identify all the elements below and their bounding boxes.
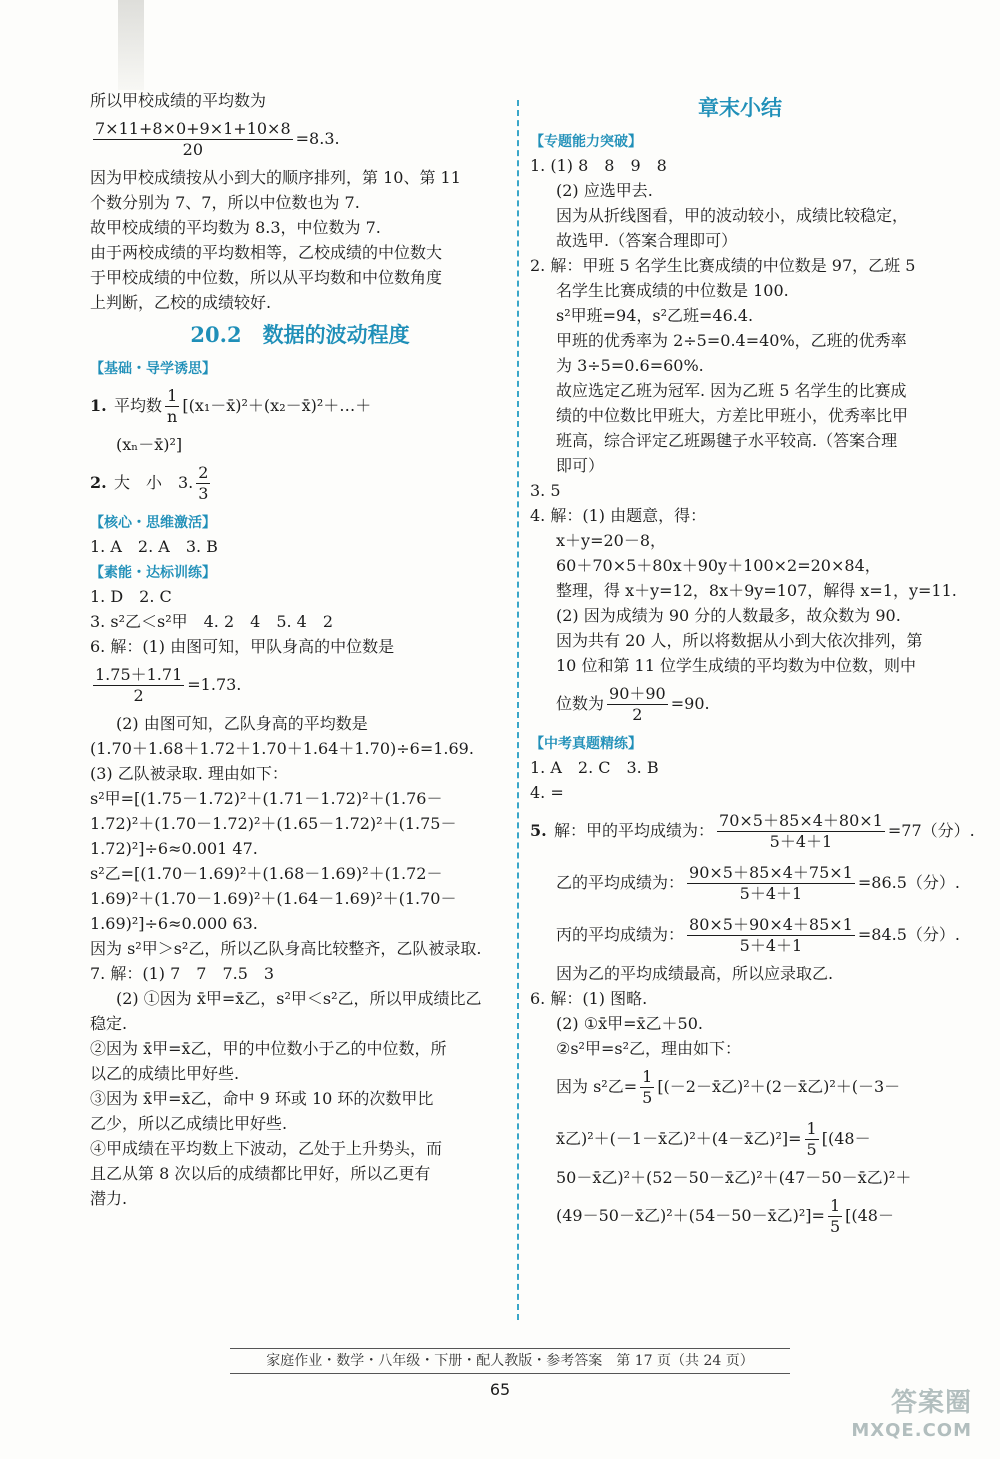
text-line: ④甲成绩在平均数上下波动，乙处于上升势头，而 bbox=[90, 1139, 443, 1158]
section-header: 【中考真题精练】 bbox=[530, 736, 642, 752]
line-text: [(48－ bbox=[845, 1206, 894, 1225]
text-line bbox=[530, 228, 950, 253]
line-text: =77（分）. bbox=[887, 821, 975, 840]
section-title: 20.2 数据的波动程度 bbox=[190, 322, 410, 347]
line-text: 因为 s²乙= bbox=[556, 1077, 638, 1096]
line-text: (2) 由图可知，乙队身高的平均数是 bbox=[116, 714, 368, 733]
text-line: 1. A 2. A 3. B bbox=[90, 537, 218, 556]
line-text: 即可） bbox=[556, 456, 605, 475]
fraction-denominator: 20 bbox=[182, 140, 203, 159]
fraction-denominator: 5 bbox=[829, 1217, 841, 1236]
text-line: 1.72)²＋(1.70－1.72)²＋(1.65－1.72)²＋(1.75－ bbox=[90, 814, 457, 833]
line-text: x̄乙)²＋(－1－x̄乙)²＋(4－x̄乙)²]= bbox=[556, 1129, 802, 1148]
text-line bbox=[530, 1113, 950, 1165]
text-line bbox=[530, 428, 950, 453]
section-header: 【素能・达标训练】 bbox=[90, 565, 216, 581]
line-text: (2) ①x̄甲=x̄乙＋50. bbox=[556, 1014, 703, 1033]
line-text: 因为从折线图看，甲的波动较小，成绩比较稳定， bbox=[556, 206, 909, 225]
text-line: 由于两校成绩的平均数相等，乙校成绩的中位数大 bbox=[90, 243, 443, 262]
text-line bbox=[90, 711, 510, 736]
text-line: 3. 5 bbox=[530, 481, 561, 500]
text-line bbox=[530, 1190, 950, 1242]
text-line: 1. D 2. C bbox=[90, 587, 172, 606]
fraction-numerator: 1 bbox=[829, 1196, 841, 1215]
question-number: 1. bbox=[90, 396, 107, 415]
text-line bbox=[530, 528, 950, 553]
watermark-logo bbox=[851, 1389, 972, 1445]
text-line: 3. s²乙＜s²甲 4. 2 4 5. 4 2 bbox=[90, 612, 334, 631]
section-header-line bbox=[530, 730, 950, 755]
line-text: 故选甲.（答案合理即可） bbox=[556, 231, 738, 250]
line-text: 60＋70×5＋80x＋90y＋100×2=20×84， bbox=[556, 556, 881, 575]
column-divider bbox=[517, 100, 519, 1320]
text-line: 4. = bbox=[530, 783, 564, 802]
text-line: 于甲校成绩的中位数，所以从平均数和中位数角度 bbox=[90, 268, 443, 287]
text-line: 故甲校成绩的平均数为 8.3，中位数为 7. bbox=[90, 218, 381, 237]
watermark-text: 答案圈 bbox=[890, 1388, 972, 1418]
line-text: x＋y=20－8， bbox=[556, 531, 667, 550]
line-text: 丙的平均成绩为： bbox=[556, 925, 685, 944]
text-line bbox=[530, 278, 950, 303]
line-text: 名学生比赛成绩的中位数是 100. bbox=[556, 281, 789, 300]
line-text: 整理，得 x＋y=12，8x＋9y=107，解得 x=1，y=11. bbox=[556, 581, 957, 600]
line-text: 平均数 bbox=[114, 396, 163, 415]
line-text: [(48－ bbox=[821, 1129, 871, 1148]
text-line bbox=[530, 1011, 950, 1036]
line-text: (49－50－x̄乙)²＋(54－50－x̄乙)²]= bbox=[556, 1206, 825, 1225]
text-line: 所以甲校成绩的平均数为 bbox=[90, 91, 267, 110]
fraction-denominator: 5 bbox=[806, 1140, 817, 1159]
text-line bbox=[530, 203, 950, 228]
fraction-numerator: 7×11+8×0+9×1+10×8 bbox=[95, 119, 291, 138]
text-line bbox=[530, 178, 950, 203]
line-text: 解：甲的平均成绩为： bbox=[554, 821, 715, 840]
line-text: 10 位和第 11 位学生成绩的平均数为中位数，则中 bbox=[556, 656, 916, 675]
line-text: =84.5（分）. bbox=[857, 925, 960, 944]
text-line: ②因为 x̄甲=x̄乙，甲的中位数小于乙的中位数，所 bbox=[90, 1039, 447, 1058]
section-header: 【基础・导学诱思】 bbox=[90, 361, 216, 377]
line-text: =90. bbox=[670, 694, 710, 713]
fraction-denominator: 2 bbox=[133, 686, 144, 705]
text-line: 2. 解：甲班 5 名学生比赛成绩的中位数是 97，乙班 5 bbox=[530, 256, 916, 275]
fraction bbox=[93, 665, 184, 706]
text-line: 因为甲校成绩按从小到大的顺序排列，第 10、第 11 bbox=[90, 168, 461, 187]
text-line bbox=[530, 353, 950, 378]
fraction bbox=[640, 1067, 654, 1108]
text-line bbox=[90, 986, 510, 1011]
section-header: 【核心・思维激活】 bbox=[90, 515, 216, 531]
line-text: =86.5（分）. bbox=[857, 873, 960, 892]
fraction bbox=[717, 811, 885, 852]
text-line: (3) 乙队被录取. 理由如下： bbox=[90, 764, 288, 783]
text-line bbox=[530, 805, 975, 857]
line-text: 绩的中位数比甲班大，方差比甲班小，优秀率比甲 bbox=[556, 406, 909, 425]
section-header-line bbox=[90, 559, 510, 584]
fraction bbox=[687, 915, 855, 956]
text-line bbox=[530, 961, 950, 986]
fraction bbox=[165, 386, 179, 427]
text-line bbox=[530, 378, 950, 403]
text-line bbox=[530, 578, 957, 603]
section-header-line bbox=[90, 509, 510, 534]
fraction-numerator: 90＋90 bbox=[609, 684, 666, 703]
fraction bbox=[93, 119, 293, 160]
line-text: 因为乙的平均成绩最高，所以应录取乙. bbox=[556, 964, 834, 983]
line-text: 位数为 bbox=[556, 694, 605, 713]
text-line: 1. A 2. C 3. B bbox=[530, 758, 659, 777]
text-line: 潜力. bbox=[90, 1189, 128, 1208]
section-title: 章末小结 bbox=[698, 95, 782, 120]
text-line bbox=[530, 403, 950, 428]
text-line: 个数分别为 7、7，所以中位数也为 7. bbox=[90, 193, 360, 212]
text-line bbox=[530, 628, 950, 653]
fraction-numerator: 1 bbox=[165, 386, 179, 407]
fraction-denominator: 5 bbox=[642, 1088, 653, 1107]
text-line bbox=[530, 653, 950, 678]
line-text: =1.73. bbox=[187, 675, 242, 694]
text-line: 1.69)²＋(1.70－1.69)²＋(1.64－1.69)²＋(1.70－ bbox=[90, 889, 457, 908]
text-line bbox=[90, 659, 510, 711]
text-line: 乙少，所以乙成绩比甲好些. bbox=[90, 1114, 288, 1133]
text-line: 因为 s²甲＞s²乙，所以乙队身高比较整齐，乙队被录取. bbox=[90, 939, 482, 958]
line-text: 乙的平均成绩为： bbox=[556, 873, 685, 892]
text-line: 稳定. bbox=[90, 1014, 128, 1033]
fraction-denominator: 5＋4＋1 bbox=[739, 936, 803, 955]
line-text: 50－x̄乙)²＋(52－50－x̄乙)²＋(47－50－x̄乙)²＋ bbox=[556, 1168, 912, 1187]
line-text: 故应选定乙班为冠军. 因为乙班 5 名学生的比赛成 bbox=[556, 381, 907, 400]
text-line bbox=[530, 453, 950, 478]
line-text: 甲班的优秀率为 2÷5=0.4=40%，乙班的优秀率 bbox=[556, 331, 907, 350]
text-line: s²乙=[(1.70－1.69)²＋(1.68－1.69)²＋(1.72－ bbox=[90, 864, 443, 883]
fraction-denominator: n bbox=[167, 407, 178, 426]
section-header-line bbox=[530, 128, 950, 153]
fraction bbox=[687, 863, 855, 904]
line-text: (2) 应选甲去. bbox=[556, 181, 653, 200]
line-text: 为 3÷5=0.6=60%. bbox=[556, 356, 704, 375]
text-line bbox=[530, 303, 950, 328]
scan-shadow bbox=[118, 0, 144, 90]
text-line: 1.72)²]÷6≈0.001 47. bbox=[90, 839, 258, 858]
text-line: (1.70＋1.68＋1.72＋1.70＋1.64＋1.70)÷6=1.69. bbox=[90, 739, 474, 758]
watermark-url: MXQE.COM bbox=[851, 1420, 972, 1441]
text-line bbox=[530, 678, 950, 730]
fraction bbox=[805, 1119, 819, 1160]
line-text: [(－2－x̄乙)²＋(2－x̄乙)²＋(－3－ bbox=[657, 1077, 901, 1096]
fraction-numerator: 80×5＋90×4＋85×1 bbox=[689, 915, 853, 934]
text-line bbox=[90, 432, 510, 457]
fraction-denominator: 2 bbox=[632, 705, 643, 724]
text-line: 以乙的成绩比甲好些. bbox=[90, 1064, 240, 1083]
text-line bbox=[530, 603, 950, 628]
line-text: (2) 因为成绩为 90 分的人数最多，故众数为 90. bbox=[556, 606, 901, 625]
right-column bbox=[530, 88, 975, 1242]
text-line bbox=[530, 1061, 950, 1113]
text-line: 6. 解：(1) 图略. bbox=[530, 989, 648, 1008]
fraction bbox=[828, 1196, 842, 1237]
text-line: 1.69)²]÷6≈0.000 63. bbox=[90, 914, 258, 933]
fraction-numerator: 2 bbox=[198, 463, 209, 482]
text-line bbox=[530, 1036, 950, 1061]
section-header-line bbox=[90, 355, 510, 380]
text-line bbox=[530, 1165, 950, 1190]
text-line: 6. 解：(1) 由图可知，甲队身高的中位数是 bbox=[90, 637, 395, 656]
text-line: 7. 解：(1) 7 7 7.5 3 bbox=[90, 964, 275, 983]
text-line bbox=[90, 457, 510, 509]
text-line: 上判断，乙校的成绩较好. bbox=[90, 293, 272, 312]
line-text: 班高，综合评定乙班踢毽子水平较高.（答案合理 bbox=[556, 431, 898, 450]
fraction-denominator: 5＋4＋1 bbox=[769, 832, 833, 851]
fraction-numerator: 90×5＋85×4＋75×1 bbox=[689, 863, 853, 882]
fraction bbox=[607, 684, 668, 725]
left-column bbox=[90, 88, 510, 1211]
text-line: s²甲=[(1.75－1.72)²＋(1.71－1.72)²＋(1.76－ bbox=[90, 789, 443, 808]
fraction-numerator: 70×5＋85×4＋80×1 bbox=[719, 811, 883, 830]
question-number: 2. bbox=[90, 473, 107, 492]
text-line: 且乙从第 8 次以后的成绩都比甲好，所以乙更有 bbox=[90, 1164, 431, 1183]
line-text: 大 小 3. bbox=[114, 473, 194, 492]
text-line: 4. 解：(1) 由题意，得： bbox=[530, 506, 707, 525]
page-number: 65 bbox=[489, 1380, 511, 1399]
text-line bbox=[90, 380, 510, 432]
fraction-numerator: 1 bbox=[642, 1067, 653, 1086]
line-text: =8.3. bbox=[295, 129, 340, 148]
line-text: (xₙ－x̄)²] bbox=[116, 435, 183, 454]
fraction-numerator: 1.75＋1.71 bbox=[95, 665, 183, 684]
text-line bbox=[530, 553, 950, 578]
text-line bbox=[90, 113, 510, 165]
line-text: 因为共有 20 人，所以将数据从小到大依次排列，第 bbox=[556, 631, 923, 650]
section-header: 【专题能力突破】 bbox=[530, 134, 642, 150]
question-number: 5. bbox=[530, 821, 547, 840]
text-line: ③因为 x̄甲=x̄乙，命中 9 环或 10 环的次数甲比 bbox=[90, 1089, 434, 1108]
text-line bbox=[530, 857, 960, 909]
page-footer: 家庭作业・数学・八年级・下册・配人教版・参考答案 第 17 页（共 24 页） bbox=[230, 1348, 790, 1374]
fraction-numerator: 1 bbox=[806, 1119, 817, 1138]
line-text: ②s²甲=s²乙，理由如下： bbox=[556, 1039, 742, 1058]
line-text: s²甲班=94，s²乙班=46.4. bbox=[556, 306, 754, 325]
line-text: (2) ①因为 x̄甲=x̄乙，s²甲＜s²乙，所以甲成绩比乙 bbox=[116, 989, 482, 1008]
fraction-denominator: 3 bbox=[198, 484, 209, 503]
line-text: [(x₁－x̄)²＋(x₂－x̄)²＋…＋ bbox=[182, 396, 372, 415]
text-line bbox=[530, 328, 950, 353]
text-line: 1. (1) 8 8 9 8 bbox=[530, 156, 667, 175]
text-line bbox=[530, 909, 960, 961]
fraction-denominator: 5＋4＋1 bbox=[739, 884, 803, 903]
fraction bbox=[196, 463, 210, 504]
